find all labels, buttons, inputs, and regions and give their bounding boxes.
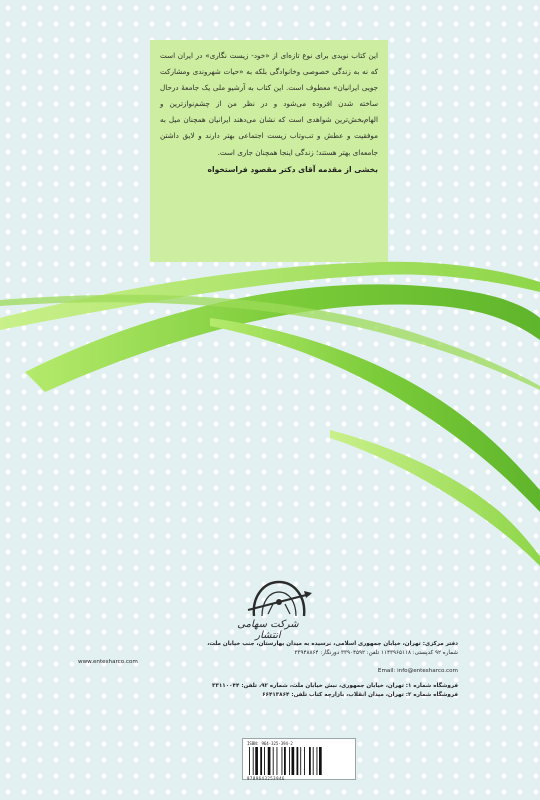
store-2-address: فروشگاه شماره ۲: تهران، میدان انقلاب، بازارچه کتاب تلفن: ۶۶۴۱۳۸۶۴: [262, 692, 458, 698]
quote-box: [150, 40, 388, 262]
quote-text: این کتاب نویدی برای نوع تازه‌ای از «خود- زیست نگاری» در ایران است که نه به زندگی خصوصی وخانوادگی بلکه به «حیات شهروندی ومشارکت جویی ایرانیان» معطوف است. این کتاب به آرشیو ملی یک جامعهٔ درحال ساخته شدن افزوده می‌شود و در نظر من از چشم‌نوازترین و الهام‌بخش‌ترین شواهدی است که نشان می‌دهند ایرانیان همچنان میل به موفقیت و عطش و تب‌وتاب زیست اجتماعی بهتر دارند و لایق داشتن جامعه‌ای بهتر هستند؛ زندگی اینجا همچنان جاری است.: [160, 51, 378, 157]
isbn-barcode: [242, 738, 356, 780]
isbn-text: ISBN: 964-325-394-2: [247, 741, 293, 746]
quote-source: بخشی از مقدمه آقای دکتر مقصود فراستخواه: [207, 164, 378, 174]
hq-phones: شماره ۹۲ کدپستی: ۱۱۴۳۹۶۵۱۱۸ تلفن: ۳۳۹۰۴۵۹۲ دورنگار: ۳۳۹۴۸۸۶۴: [294, 650, 458, 656]
publisher-name: شرکت سهامی انتشار: [237, 619, 299, 641]
contact-block: [78, 640, 458, 700]
hq-address: دفتر مرکزی: تهران، خیابان جمهوری اسلامی، نرسیده به میدان بهارستان، جنب خیابان ملت،: [207, 641, 458, 647]
publisher-logo-icon: [244, 576, 314, 618]
barcode-digits: 9789643253946: [247, 776, 285, 781]
barcode-bars: [247, 747, 351, 775]
website-link[interactable]: www.entesharco.com: [78, 659, 138, 665]
store-1-address: فروشگاه شماره ۱: تهران، خیابان جمهوری، نبش خیابان ملت، شماره ۹۲، تلفن: ۳۳۱۱۰۰۴۴: [212, 683, 458, 689]
wave-ribbon-middle: [210, 318, 540, 512]
email-link[interactable]: Email: info@entesharco.com: [377, 668, 458, 674]
wave-ribbon-lower: [330, 430, 540, 566]
